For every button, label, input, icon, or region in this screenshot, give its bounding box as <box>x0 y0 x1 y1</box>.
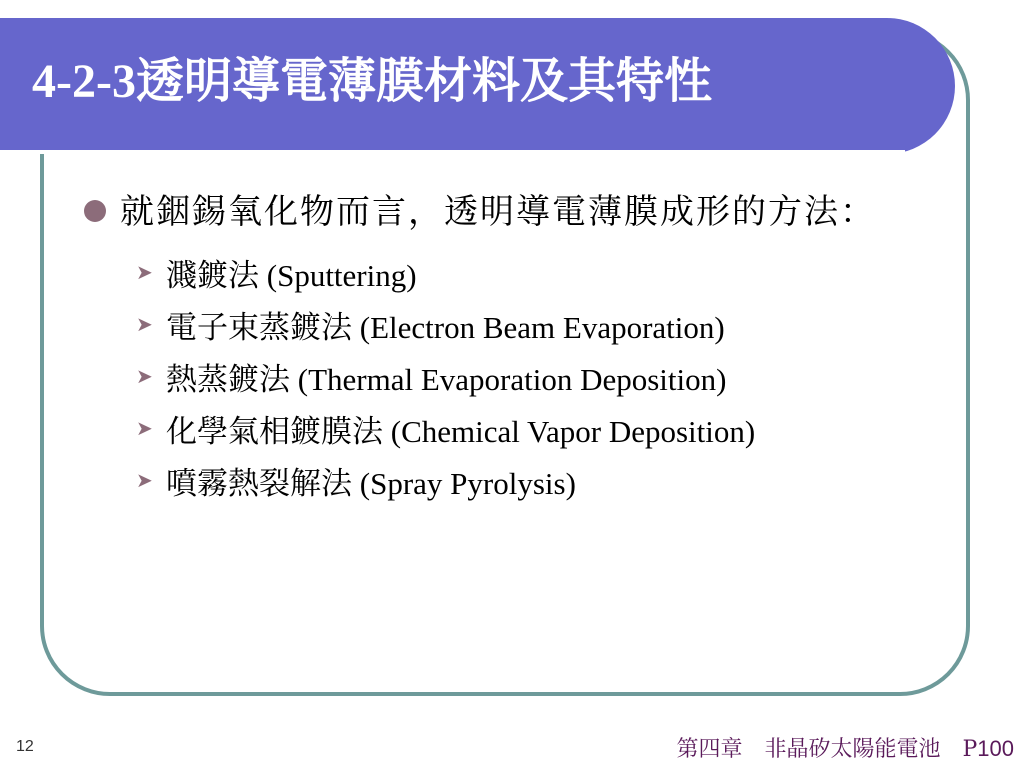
sub-bullet-text: 化學氣相鍍膜法 (Chemical Vapor Deposition) <box>166 413 756 449</box>
sub-bullet-text: 熱蒸鍍法 (Thermal Evaporation Deposition) <box>166 361 727 397</box>
sub-bullet-list <box>80 246 950 506</box>
slide-content <box>80 186 950 506</box>
main-bullet <box>80 186 950 238</box>
sub-bullet-text: 濺鍍法 (Sputtering) <box>166 257 417 293</box>
sub-bullet-item <box>136 454 950 506</box>
arrow-bullet-icon: ➤ <box>136 260 153 284</box>
footer-page-number: 100 <box>977 736 1014 761</box>
slide-title: 4-2-3透明導電薄膜材料及其特性 <box>32 55 712 108</box>
sub-bullet-item <box>136 402 950 454</box>
sub-bullet-item <box>136 246 950 298</box>
footer-chapter-text: 第四章 非晶矽太陽能電池 P <box>676 737 978 762</box>
footer-chapter <box>676 732 1014 763</box>
arrow-bullet-icon: ➤ <box>136 364 153 388</box>
arrow-bullet-icon: ➤ <box>136 468 153 492</box>
sub-bullet-item <box>136 298 950 350</box>
sub-bullet-text: 電子束蒸鍍法 (Electron Beam Evaporation) <box>166 309 725 345</box>
sub-bullet-item <box>136 350 950 402</box>
title-underline <box>0 150 905 154</box>
main-bullet-text: 就銦錫氧化物而言，透明導電薄膜成形的方法： <box>120 192 876 232</box>
arrow-bullet-icon: ➤ <box>136 312 153 336</box>
slide-number: 12 <box>16 738 34 755</box>
sub-bullet-text: 噴霧熱裂解法 (Spray Pyrolysis) <box>166 465 576 501</box>
bullet-dot-icon <box>84 200 106 222</box>
arrow-bullet-icon: ➤ <box>136 416 153 440</box>
